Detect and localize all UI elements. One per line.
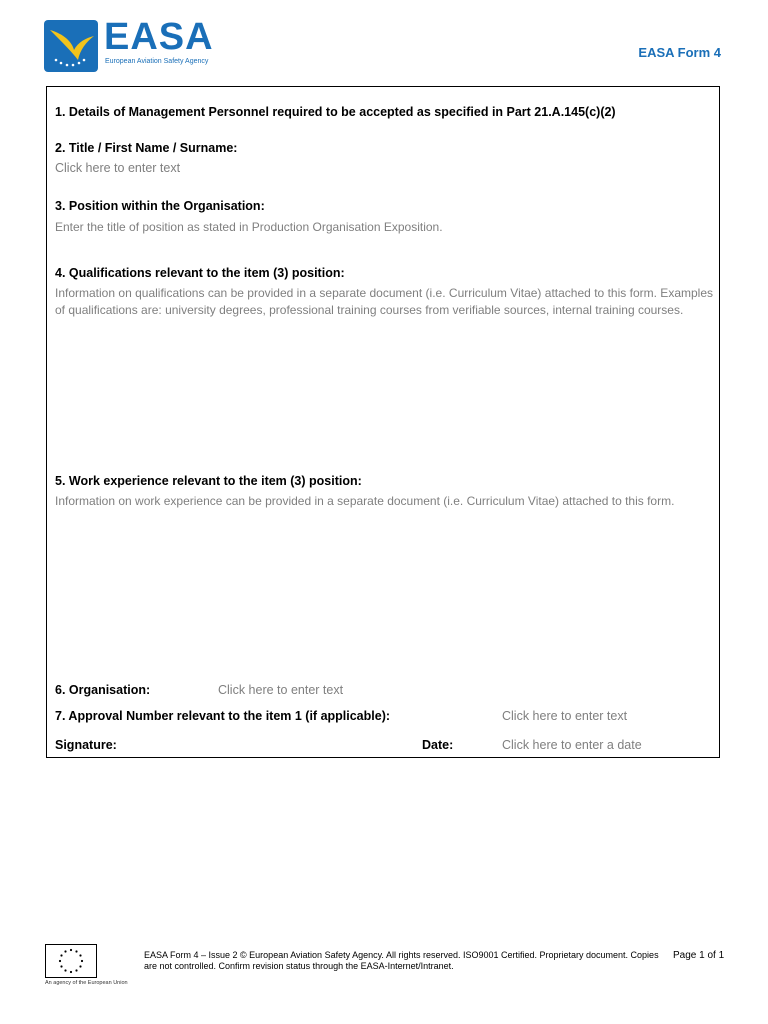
item3-label: 3. Position within the Organisation: <box>55 199 265 213</box>
date-label: Date: <box>422 738 454 752</box>
eu-flag-icon <box>45 944 97 978</box>
logo-wordmark: EASA <box>104 16 214 58</box>
item2-label: 2. Title / First Name / Surname: <box>55 141 238 155</box>
item7-label: 7. Approval Number relevant to the item 1 (if applicable): <box>55 709 391 723</box>
easa-bird-icon <box>44 20 98 72</box>
easa-logo <box>44 16 214 72</box>
work-experience-field[interactable]: Information on work experience can be provided in a separate document (i.e. Curriculum Vitae) attached to this form. <box>55 494 675 508</box>
item1-label: 1. Details of Management Personnel required to be accepted as specified in Part 21.A.145(c)(2) <box>55 105 616 119</box>
item4-label: 4. Qualifications relevant to the item (3) position: <box>55 266 345 280</box>
form-box <box>46 86 720 758</box>
eu-caption: An agency of the European Union <box>45 980 128 986</box>
organisation-field[interactable]: Click here to enter text <box>218 683 344 697</box>
footer-copyright: EASA Form 4 – Issue 2 © European Aviation Safety Agency. All rights reserved. ISO9001 Certified. Proprietary document. Copies are not controlled. Confirm revision status through the EASA-Internet/Intranet. <box>144 950 659 971</box>
item6-label: 6. Organisation: <box>55 683 151 697</box>
form-id: EASA Form 4 <box>638 45 721 60</box>
date-field[interactable]: Click here to enter a date <box>502 738 642 752</box>
position-field[interactable]: Enter the title of position as stated in Production Organisation Exposition. <box>55 220 443 234</box>
footer <box>0 940 768 1024</box>
name-field[interactable]: Click here to enter text <box>55 161 181 175</box>
approval-number-field[interactable]: Click here to enter text <box>502 709 628 723</box>
item5-label: 5. Work experience relevant to the item (3) position: <box>55 474 362 488</box>
page-number: Page 1 of 1 <box>673 950 725 961</box>
qualifications-field[interactable]: Information on qualifications can be provided in a separate document (i.e. Curriculum Vitae) attached to this form. Examples of qualifications are: university degrees, professional training courses from verifiable sources, internal training courses. <box>55 286 713 317</box>
logo-subtitle: European Aviation Safety Agency <box>105 58 209 65</box>
signature-label: Signature: <box>55 738 117 752</box>
